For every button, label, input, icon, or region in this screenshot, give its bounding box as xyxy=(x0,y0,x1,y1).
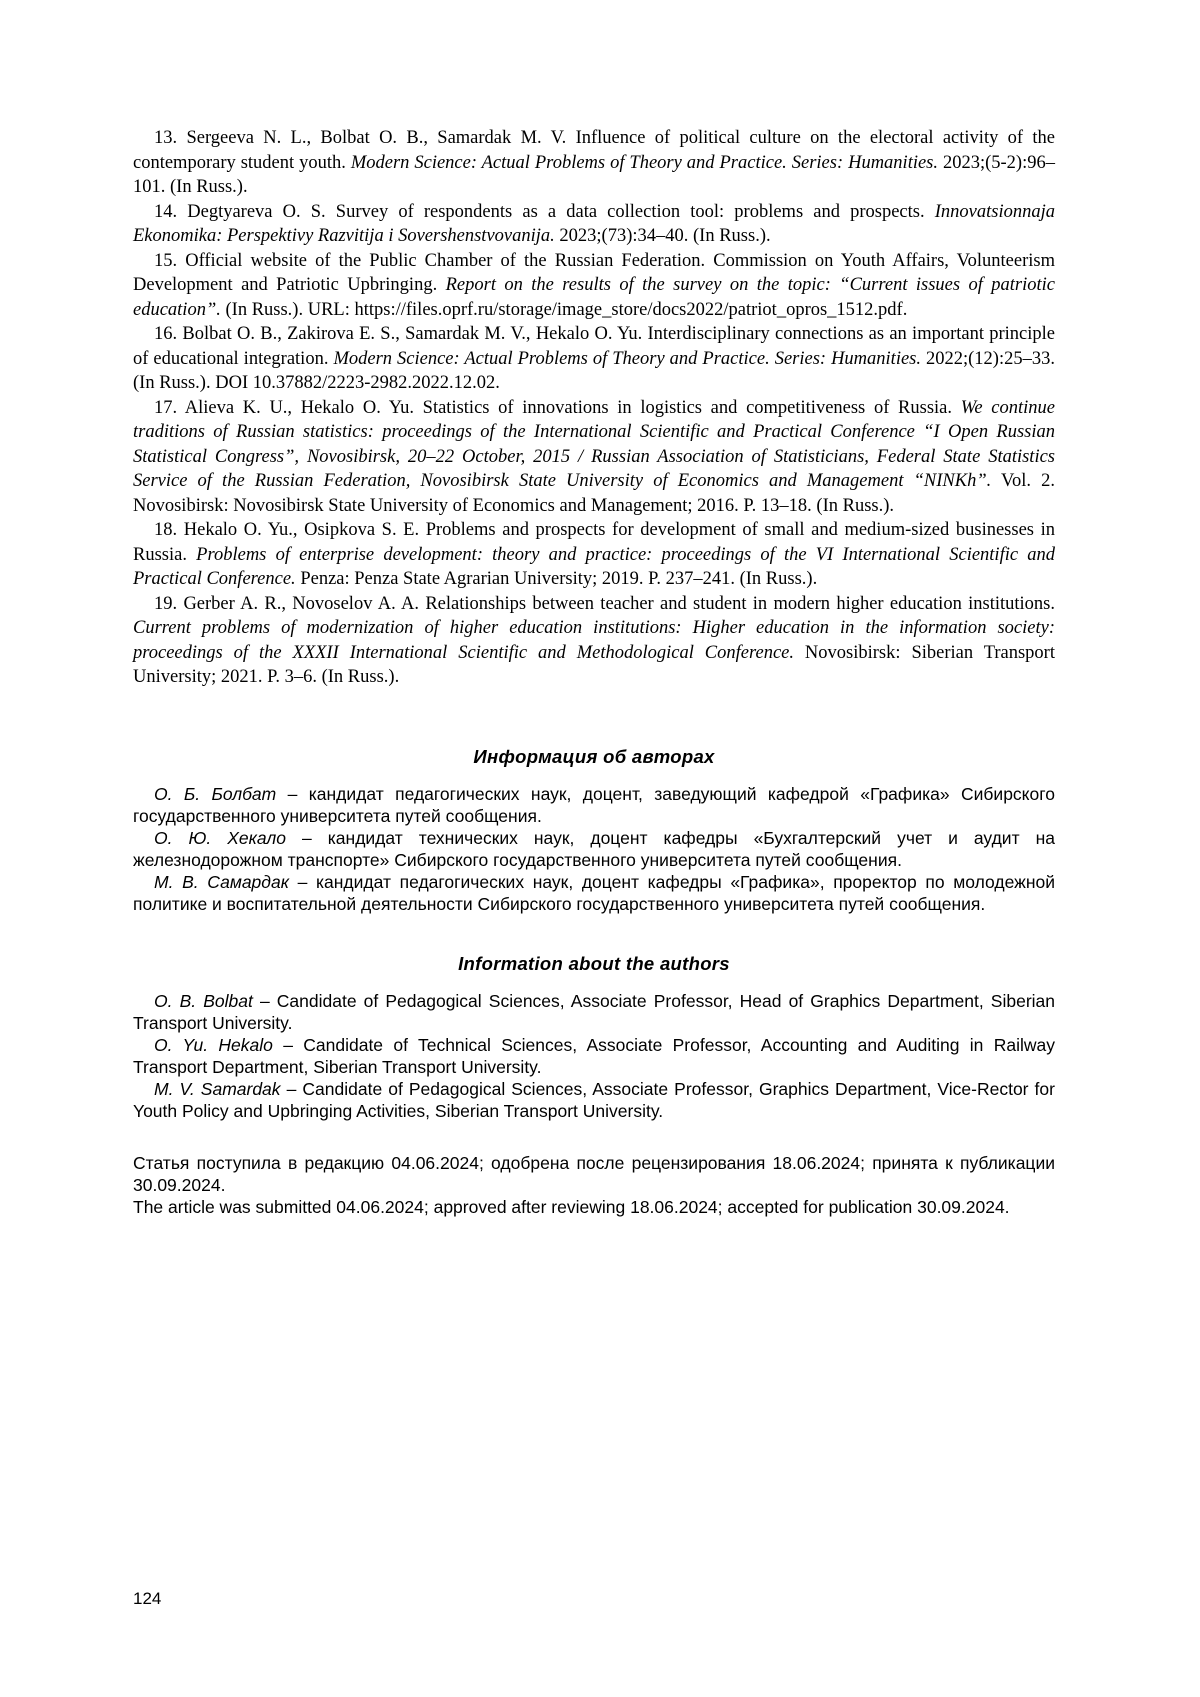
text-segment: 17. Alieva K. U., Hekalo O. Yu. Statistics of innovations in logistics and competitiveness of Russia. xyxy=(154,397,961,418)
reference-item-16 xyxy=(133,322,1055,396)
reference-item-19 xyxy=(133,592,1055,690)
italic-text-segment: М. В. Самардак xyxy=(154,871,289,892)
reference-item-15 xyxy=(133,249,1055,323)
text-segment: – кандидат педагогических наук, доцент, заведующий кафедрой «Графика» Сибирского государственного университета путей сообщения. xyxy=(133,783,1055,826)
text-segment: Vol. 2. Novosibirsk: Novosibirsk State University of Economics and Management; 2016. P. 13–18. (In Russ.). xyxy=(133,471,1056,516)
text-segment: – Candidate of Pedagogical Sciences, Associate Professor, Head of Graphics Department, Siberian Transport University. xyxy=(133,990,1055,1033)
text-segment: – Candidate of Technical Sciences, Associate Professor, Accounting and Auditing in Railway Transport Department, Siberian Transport University. xyxy=(133,1034,1055,1077)
text-segment: 16. Bolbat O. B., Zakirova E. S., Samardak M. V., Hekalo O. Yu. Interdisciplinary connections as an important principle of educational integration. xyxy=(133,324,1055,369)
italic-text-segment: Current problems of modernization of higher education institutions: Higher education in the information society: proceedings of the XXXII International Scientific and Methodological Conference. xyxy=(133,618,1055,663)
text-segment: 13. Sergeeva N. L., Bolbat O. B., Samardak M. V. Influence of political culture on the electoral activity of the contemporary student youth. xyxy=(133,128,1055,173)
authors-info-en-heading: Information about the authors xyxy=(458,952,730,974)
italic-text-segment: Modern Science: Actual Problems of Theory and Practice. Series: Humanities. xyxy=(333,348,921,369)
italic-text-segment: Problems of enterprise development: theory and practice: proceedings of the VI International Scientific and Practical Conference. xyxy=(133,544,1055,589)
text-segment: 2022;(12):25–33. (In Russ.). DOI 10.37882/2223-2982.2022.12.02. xyxy=(133,348,1055,393)
reference-item-13 xyxy=(133,126,1055,200)
article-dates-en: The article was submitted 04.06.2024; approved after reviewing 18.06.2024; accepted for publication 30.09.2024. xyxy=(133,1196,1010,1217)
author-entry-ru-hekalo xyxy=(133,827,1055,871)
author-entry-en-bolbat xyxy=(133,990,1055,1034)
author-entry-en-hekalo xyxy=(133,1034,1055,1078)
text-segment: – Candidate of Pedagogical Sciences, Associate Professor, Graphics Department, Vice-Rector for Youth Policy and Upbringing Activities, Siberian Transport University. xyxy=(133,1078,1055,1121)
italic-text-segment: O. B. Bolbat xyxy=(154,990,253,1011)
text-segment: 15. Official website of the Public Chamber of the Russian Federation. Commission on Youth Affairs, Volunteerism Development and Patriotic Upbringing. xyxy=(133,250,1055,295)
authors-info-ru-heading: Информация об авторах xyxy=(473,745,715,767)
italic-text-segment: M. V. Samardak xyxy=(154,1078,281,1099)
author-entry-ru-samardak xyxy=(133,871,1055,915)
authors-info-ru-section xyxy=(133,783,1055,915)
text-segment: Novosibirsk: Siberian Transport University; 2021. P. 3–6. (In Russ.). xyxy=(133,642,1055,687)
author-entry-ru-bolbat xyxy=(133,783,1055,827)
text-segment: 2023;(5-2):96–101. (In Russ.). xyxy=(133,152,1055,197)
article-dates-section xyxy=(133,1152,1055,1218)
page-number: 124 xyxy=(133,1589,162,1608)
page-content xyxy=(133,126,1055,1218)
italic-text-segment: О. Ю. Хекало xyxy=(154,827,287,848)
text-segment: – кандидат педагогических наук, доцент кафедры «Графика», проректор по молодежной политике и воспитательной деятельности Сибирского государственного университета путей сообщения. xyxy=(133,871,1056,914)
reference-item-18 xyxy=(133,518,1055,592)
text-segment: 18. Hekalo O. Yu., Osipkova S. E. Problems and prospects for development of small and medium-sized businesses in Russia. xyxy=(133,520,1055,565)
text-segment: (In Russ.). URL: https://files.oprf.ru/storage/image_store/docs2022/patriot_opros_1512.pdf. xyxy=(220,299,908,320)
reference-item-17 xyxy=(133,396,1055,519)
authors-info-en-section xyxy=(133,990,1055,1122)
italic-text-segment: Modern Science: Actual Problems of Theory and Practice. Series: Humanities. xyxy=(350,152,939,173)
italic-text-segment: О. Б. Болбат xyxy=(154,783,277,804)
italic-text-segment: Innovatsionnaja Ekonomika: Perspektivy Razvitija i Sovershenstvovanija. xyxy=(133,201,1055,246)
author-entry-en-samardak xyxy=(133,1078,1055,1122)
text-segment: 14. Degtyareva O. S. Survey of respondents as a data collection tool: problems and prospects. xyxy=(154,201,935,222)
text-segment: Penza: Penza State Agrarian University; 2019. P. 237–241. (In Russ.). xyxy=(295,569,818,589)
italic-text-segment: We continue traditions of Russian statistics: proceedings of the International Scientific and Practical Conference “I Open Russian Statistical Congress”, Novosibirsk, 20–22 October, 2015 / Russian Association of Statisticians, Federal State Statistics Service of the Russian Federation, Novosibirsk State University of Economics and Management “NINKh”. xyxy=(133,397,1055,491)
text-segment: 2023;(73):34–40. (In Russ.). xyxy=(554,226,771,246)
text-segment: – кандидат технических наук, доцент кафедры «Бухгалтерский учет и аудит на железнодорожном транспорте» Сибирского государственного университета путей сообщения. xyxy=(133,827,1055,870)
text-segment: 19. Gerber A. R., Novoselov A. A. Relationships between teacher and student in modern higher education institutions. xyxy=(154,593,1055,614)
article-dates-ru: Статья поступила в редакцию 04.06.2024; одобрена после рецензирования 18.06.2024; принята к публикации 30.09.2024. xyxy=(133,1152,1055,1195)
reference-item-14 xyxy=(133,200,1055,249)
references-section xyxy=(133,126,1055,690)
italic-text-segment: O. Yu. Hekalo xyxy=(154,1034,273,1055)
italic-text-segment: Report on the results of the survey on the topic: “Current issues of patriotic education”. xyxy=(133,275,1055,320)
